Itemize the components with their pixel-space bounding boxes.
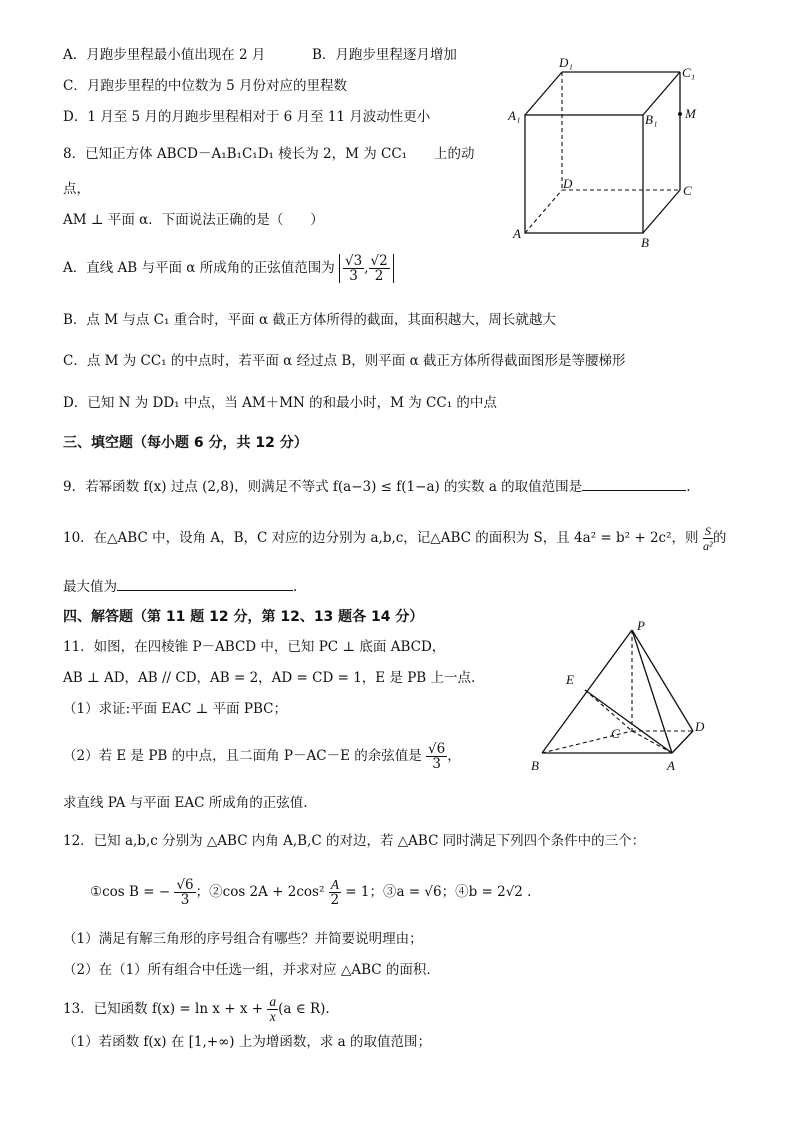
q12-conditions xyxy=(90,872,531,912)
q12-cond1-den: 3 xyxy=(180,892,190,908)
label-a1: A₁ xyxy=(508,108,521,123)
q8-stem-line1b: 上的动 xyxy=(434,146,475,162)
q12-cond1-num: √6 xyxy=(176,877,194,893)
q12-cond34: = 1；③a = √6；④b = 2√2 . xyxy=(345,884,532,900)
q8-option-b: B．点 M 与点 C₁ 重合时，平面 α 截正方体所得的截面，其面积越大，周长就越大 xyxy=(63,312,556,328)
q8-stem-line2: 点， xyxy=(63,181,90,197)
q12-cond2-den: 2 xyxy=(330,892,340,908)
q8-stem-line3: AM ⊥ 平面 α．下面说法正确的是（ ） xyxy=(63,212,324,228)
label-a: A xyxy=(667,758,675,773)
q12-part2: （2）在（1）所有组合中任选一组，并求对应 △ABC 的面积． xyxy=(63,962,440,978)
label-a: A xyxy=(513,226,521,241)
label-b1: B₁ xyxy=(645,112,658,127)
q11-part1: （1）求证:平面 EAC ⊥ 平面 PBC； xyxy=(63,701,288,717)
q7-option-c: C．月跑步里程的中位数为 5 月份对应的里程数 xyxy=(63,78,348,94)
q13-text: 13．已知函数 f(x) = ln x + x + xyxy=(63,1001,264,1017)
label-p: P xyxy=(637,618,645,633)
q10-end: . xyxy=(293,579,298,595)
q8-option-c: C．点 M 为 CC₁ 的中点时，若平面 α 经过点 B，则平面 α 截正方体所得截面图形是等腰梯形 xyxy=(63,353,626,369)
label-b: B xyxy=(531,758,539,773)
q9-answer-blank[interactable] xyxy=(582,476,686,491)
label-b: B xyxy=(641,235,649,250)
q10-answer-blank[interactable] xyxy=(117,576,293,591)
q9 xyxy=(63,476,690,496)
q12-line1: 12．已知 a,b,c 分别为 △ABC 内角 A,B,C 的对边，若 △ABC 同时满足下列四个条件中的三个： xyxy=(63,833,646,849)
cube-figure xyxy=(505,52,705,252)
interval-low-num: √3 xyxy=(345,253,363,269)
q11-part2-text: （2）若 E 是 PB 的中点，且二面角 P－AC－E 的余弦值是 xyxy=(63,748,422,764)
q13-part1: （1）若函数 f(x) 在 [1,+∞) 上为增函数，求 a 的取值范围； xyxy=(63,1034,431,1050)
label-c: C xyxy=(683,183,692,198)
q10-frac-num: S xyxy=(704,524,711,538)
point-m xyxy=(678,112,682,116)
section3-title: 三、填空题（每小题 6 分，共 12 分） xyxy=(63,435,308,451)
label-d1: D₁ xyxy=(559,55,573,70)
q10-tail: 的 xyxy=(712,530,727,546)
section4-title: 四、解答题（第 11 题 12 分，第 12、13 题各 14 分） xyxy=(63,609,424,625)
q10-text: 10．在△ABC 中，设角 A，B，C 对应的边分别为 a,b,c，记△ABC 的面积为 S，且 4a² = b² + 2c²，则 xyxy=(63,530,699,546)
interval-high-den: 2 xyxy=(374,268,384,284)
q8-option-a-interval: $\frac{√3}{3}$ , $\frac{√2}{2}$ xyxy=(339,254,394,283)
q11-part2-end: ， xyxy=(447,748,461,764)
label-m: M xyxy=(685,106,696,121)
q12-cond1: ①cos B = − xyxy=(90,884,171,900)
q9-end: . xyxy=(686,479,691,495)
q9-text: 9．若幂函数 f(x) 过点 (2,8)，则满足不等式 f(a−3) ≤ f(1−a) 的实数 a 的取值范围是 xyxy=(63,479,583,495)
q10-line2-text: 最大值为 xyxy=(63,579,117,595)
q11-line5: 求直线 PA 与平面 EAC 所成角的正弦值. xyxy=(63,795,308,811)
q7-option-b: B．月跑步里程逐月增加 xyxy=(312,47,457,63)
q11-frac-num: √6 xyxy=(428,741,446,757)
interval-low-den: 3 xyxy=(349,268,358,284)
q11-part2 xyxy=(63,738,461,774)
q10 xyxy=(63,520,726,556)
q11-line2: AB ⊥ AD，AB // CD，AB = 2，AD = CD = 1，E 是 PB 上一点. xyxy=(63,670,476,686)
q11-frac-den: 3 xyxy=(432,756,441,772)
q11-line1: 11．如图，在四棱锥 P－ABCD 中，已知 PC ⊥ 底面 ABCD， xyxy=(63,639,446,655)
label-d: D xyxy=(695,719,705,734)
q13-frac-den: x xyxy=(269,1009,276,1024)
q8-option-d: D．已知 N 为 DD₁ 中点，当 AM＋MN 的和最小时，M 为 CC₁ 的中点 xyxy=(63,395,497,411)
q12-part1: （1）满足有解三角形的序号组合有哪些？并简要说明理由； xyxy=(63,931,423,947)
label-c1: C₁ xyxy=(682,65,696,80)
interval-high-num: √2 xyxy=(370,253,388,269)
q8-option-a xyxy=(63,248,394,288)
pyramid-figure xyxy=(525,618,720,778)
q10-frac-den: a² xyxy=(703,539,713,553)
q13-frac-num: a xyxy=(269,994,277,1009)
q7-option-a: A．月跑步里程最小值出现在 2 月 xyxy=(63,47,266,63)
q12-cond2: ；②cos 2A + 2cos² xyxy=(195,884,325,900)
q10-line2 xyxy=(63,576,297,596)
label-c: C xyxy=(611,726,620,741)
label-d: D xyxy=(563,176,573,191)
q8-stem-line1: 8．已知正方体 ABCD－A₁B₁C₁D₁ 棱长为 2，M 为 CC₁ xyxy=(63,146,408,162)
label-e: E xyxy=(566,672,574,687)
q13-text-end: (a ∈ R). xyxy=(278,1001,330,1017)
q12-cond2-num: A xyxy=(330,877,339,892)
q8-option-a-text: A．直线 AB 与平面 α 所成角的正弦值范围为 xyxy=(63,260,335,276)
q13-stem xyxy=(63,990,330,1028)
q7-option-d: D．1 月至 5 月的月跑步里程相对于 6 月至 11 月波动性更小 xyxy=(63,109,431,125)
